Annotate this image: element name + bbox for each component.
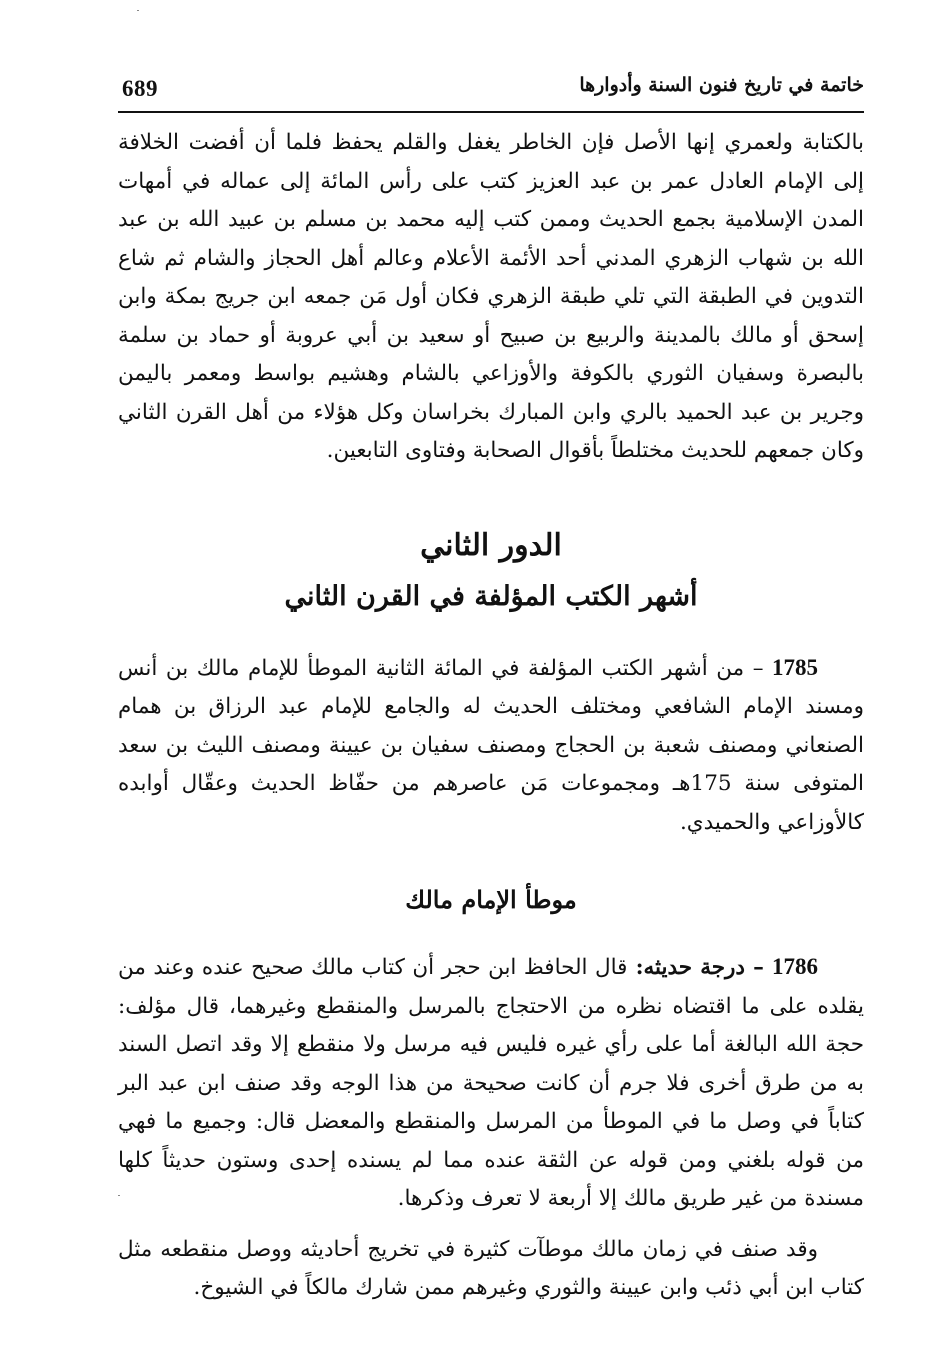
paragraph-lead: – درجة حديثه:: [627, 955, 772, 980]
subheading-muwatta: موطأ الإمام مالك: [405, 885, 577, 914]
spacer: [118, 617, 864, 649]
scan-speck: [137, 10, 139, 11]
paragraph-1785: [118, 649, 864, 843]
closing-paragraph: وقد صنف في زمان مالك موطآت كثيرة في تخريج أحاديثه ووصل منقطعه مثل كتاب ابن أبي ذئب وابن عيينة والثوري وغيرهم ممن شارك مالكاً في الشيوخ.: [118, 1236, 864, 1300]
section-title: الدور الثاني: [420, 527, 562, 563]
header-rule: [118, 111, 864, 113]
scan-speck: [118, 1195, 120, 1196]
paragraph-text: – من أشهر الكتب المؤلفة في المائة الثانية الموطأ للإمام مالك بن أنس ومسند الإمام الشافعي ومختلف الحديث له والجامع للإمام عبد الرزاق بن همام الصنعاني ومصنف شعبة بن الحجاج ومصنف سفيان بن عيينة ومصنف الليث بن سعد المتوفى سنة 175هـ ومجموعات مَن عاصرهم من حفّاظ الحديث وعقّال أوابده كالأوزاعي والحميدي.: [118, 655, 864, 835]
page-number: 689: [122, 76, 158, 101]
spacer: [118, 918, 864, 948]
page-body: [118, 124, 864, 1308]
section-subtitle: أشهر الكتب المؤلفة في القرن الثاني: [284, 580, 698, 612]
spacer: [118, 842, 864, 882]
paragraph-number: 1785: [772, 654, 818, 680]
spacer: [118, 471, 864, 525]
intro-paragraph: بالكتابة ولعمري إنها الأصل فإن الخاطر يغفل والقلم يحفظ فلما أن أفضت الخلافة إلى الإمام العادل عمر بن عبد العزيز كتب على رأس المائة إلى عماله في أمهات المدن الإسلامية بجمع الحديث وممن كتب إليه محمد بن مسلم بن عبيد الله بن عبد الله بن شهاب الزهري المدني أحد الأئمة الأعلام وعالم أهل الحجاز والشام ثم شاع التدوين في الطبقة التي تلي طبقة الزهري فكان أول مَن جمعه ابن جريج بمكة وابن إسحق أو مالك بالمدينة والربيع بن صبيح أو سعيد بن أبي عروبة أو حماد بن سلمة بالبصرة وسفيان الثوري بالكوفة والأوزاعي بالشام وهشيم بواسط ومعمر باليمن وجرير بن عبد الحميد بالري وابن المبارك بخراسان وكل هؤلاء من أهل القرن الثاني وكان جمعهم للحديث مختلطاً بأقوال الصحابة وفتاوى التابعين.: [118, 130, 864, 463]
paragraph-1786: [118, 948, 864, 1219]
spacer: [118, 567, 864, 577]
paragraph-text: قال الحافظ ابن حجر أن كتاب مالك صحيح عنده وعند من يقلده على ما اقتضاه نظره من الاحتجاج بالمرسل والمنقطع وغيرهما، قال مؤلف: حجة الله البالغة أما على رأي غيره فليس فيه مرسل ولا منقطع إلا وقد اتصل السند به من طرق أخرى فلا جرم أن كانت صحيحة من هذا الوجه وقد صنف ابن عبد البر كتاباً في وصل ما في الموطأ من المرسل والمنقطع والمعضل قال: وجميع ما فهي من قوله بلغني ومن قوله عن الثقة عنده مما لم يسنده إحدى وستون حديثاً كلها مسندة من غير طريق مالك إلا أربعة لا تعرف وذكرها.: [118, 955, 864, 1211]
page-header: [118, 70, 864, 110]
running-title: خاتمة في تاريخ فنون السنة وأدوارها: [579, 74, 864, 96]
paragraph-number: 1786: [772, 954, 818, 979]
spacer: [118, 1219, 864, 1231]
